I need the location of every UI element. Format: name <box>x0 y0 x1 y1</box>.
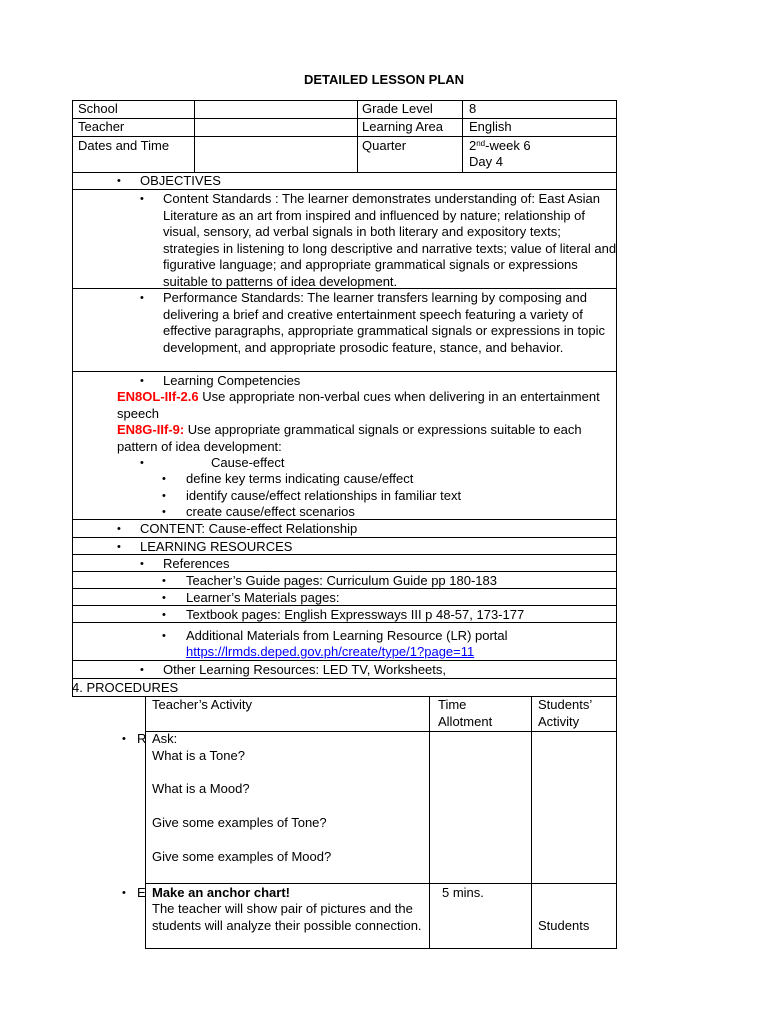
col-students-activity-2: Activity <box>538 714 580 729</box>
bullet-icon: • <box>140 664 144 676</box>
col-teacher-activity: Teacher’s Activity <box>152 697 252 712</box>
resource-item: Textbook pages: English Expressways III p 48-57, 173-177 <box>186 607 525 622</box>
learning-area-value: English <box>469 119 512 134</box>
bullet-icon: • <box>162 473 166 485</box>
resource-item: Learner’s Materials pages: <box>186 590 340 605</box>
bullet-icon: • <box>162 630 166 642</box>
bullet-icon: • <box>117 541 121 553</box>
school-label: School <box>78 101 118 116</box>
competency-2: EN8G-IIf-9: Use appropriate grammatical signals or expressions suitable to each pattern of idea development: <box>117 422 582 454</box>
row-1-line: Give some examples of Tone? <box>152 815 327 830</box>
competencies-heading: Learning Competencies <box>163 373 301 388</box>
dates-label: Dates and Time <box>78 138 170 153</box>
row-1-label: R <box>137 731 147 746</box>
quarter-label: Quarter <box>362 138 407 153</box>
bullet-icon: • <box>122 733 126 745</box>
day-value: Day 4 <box>469 154 503 169</box>
cause-effect-item: define key terms indicating cause/effect <box>186 471 414 486</box>
objectives-heading: OBJECTIVES <box>140 173 221 188</box>
bullet-icon: • <box>162 609 166 621</box>
resources-heading: LEARNING RESOURCES <box>140 539 293 554</box>
lr-portal-link[interactable]: https://lrmds.deped.gov.ph/create/type/1?page=11 <box>186 644 475 659</box>
bullet-icon: • <box>162 575 166 587</box>
quarter-value: 2nd-week 6 <box>469 138 531 153</box>
grade-level-label: Grade Level <box>362 101 433 116</box>
cause-effect-item: create cause/effect scenarios <box>186 504 355 519</box>
col-time-allotment-1: Time <box>438 697 467 712</box>
grade-level-value: 8 <box>469 101 477 116</box>
other-resources: Other Learning Resources: LED TV, Worksheets, <box>163 662 447 677</box>
competency-code-2: EN8G-IIf-9: <box>117 422 185 437</box>
document-title: DETAILED LESSON PLAN <box>303 72 465 87</box>
row-1-line: What is a Tone? <box>152 748 245 763</box>
col-students-activity-1: Students’ <box>538 697 593 712</box>
references-heading: References <box>163 556 230 571</box>
competency-1: EN8OL-IIf-2.6 Use appropriate non-verbal cues when delivering in an entertainment speech <box>117 389 600 421</box>
learning-area-label: Learning Area <box>362 119 443 134</box>
bullet-icon: • <box>140 292 144 304</box>
bullet-icon: • <box>140 558 144 570</box>
bullet-icon: • <box>162 506 166 518</box>
col-time-allotment-2: Allotment <box>438 714 493 729</box>
bullet-icon: • <box>117 523 121 535</box>
bullet-icon: • <box>140 457 144 469</box>
performance-standards: Performance Standards: The learner transfers learning by composing and delivering a brief and creative entertainment speech featuring a variety of effective paragraphs, appropriate grammatical signals or expressions in topic development, and appropriate prosodic feature, stance, and behavior. <box>163 290 605 355</box>
bullet-icon: • <box>140 193 144 205</box>
row-1-line: Ask: <box>152 731 178 746</box>
bullet-icon: • <box>140 375 144 387</box>
row-2-heading: Make an anchor chart! <box>152 885 290 900</box>
teacher-label: Teacher <box>78 119 125 134</box>
resource-item: Additional Materials from Learning Resource (LR) portal <box>186 628 508 643</box>
row-2-label: E <box>137 885 146 900</box>
row-1-line: Give some examples of Mood? <box>152 849 332 864</box>
cause-effect-item: identify cause/effect relationships in familiar text <box>186 488 462 503</box>
row-2-text: The teacher will show pair of pictures and the students will analyze their possible connection. <box>152 901 422 933</box>
row-2-students: Students <box>538 918 590 933</box>
bullet-icon: • <box>162 490 166 502</box>
competency-code-1: EN8OL-IIf-2.6 <box>117 389 199 404</box>
content-standards: Content Standards : The learner demonstrates understanding of: East Asian Literature as an art from inspired and influenced by nature; relationship of visual, sensory, ad verbal signals in both literary and expository texts; strategies in listening to long descriptive and narrative texts; value of literal and figurative language; and appropriate grammatical signals or expressions suitable to patterns of idea development. <box>163 191 617 289</box>
bullet-icon: • <box>117 175 121 187</box>
procedures-heading: 4. PROCEDURES <box>72 680 179 695</box>
row-1-line: What is a Mood? <box>152 781 250 796</box>
resource-item: Teacher’s Guide pages: Curriculum Guide pp 180-183 <box>186 573 497 588</box>
row-2-time: 5 mins. <box>442 885 484 900</box>
bullet-icon: • <box>122 887 126 899</box>
bullet-icon: • <box>162 592 166 604</box>
content-line: CONTENT: Cause-effect Relationship <box>140 521 358 536</box>
cause-effect-heading: Cause-effect <box>211 455 285 470</box>
